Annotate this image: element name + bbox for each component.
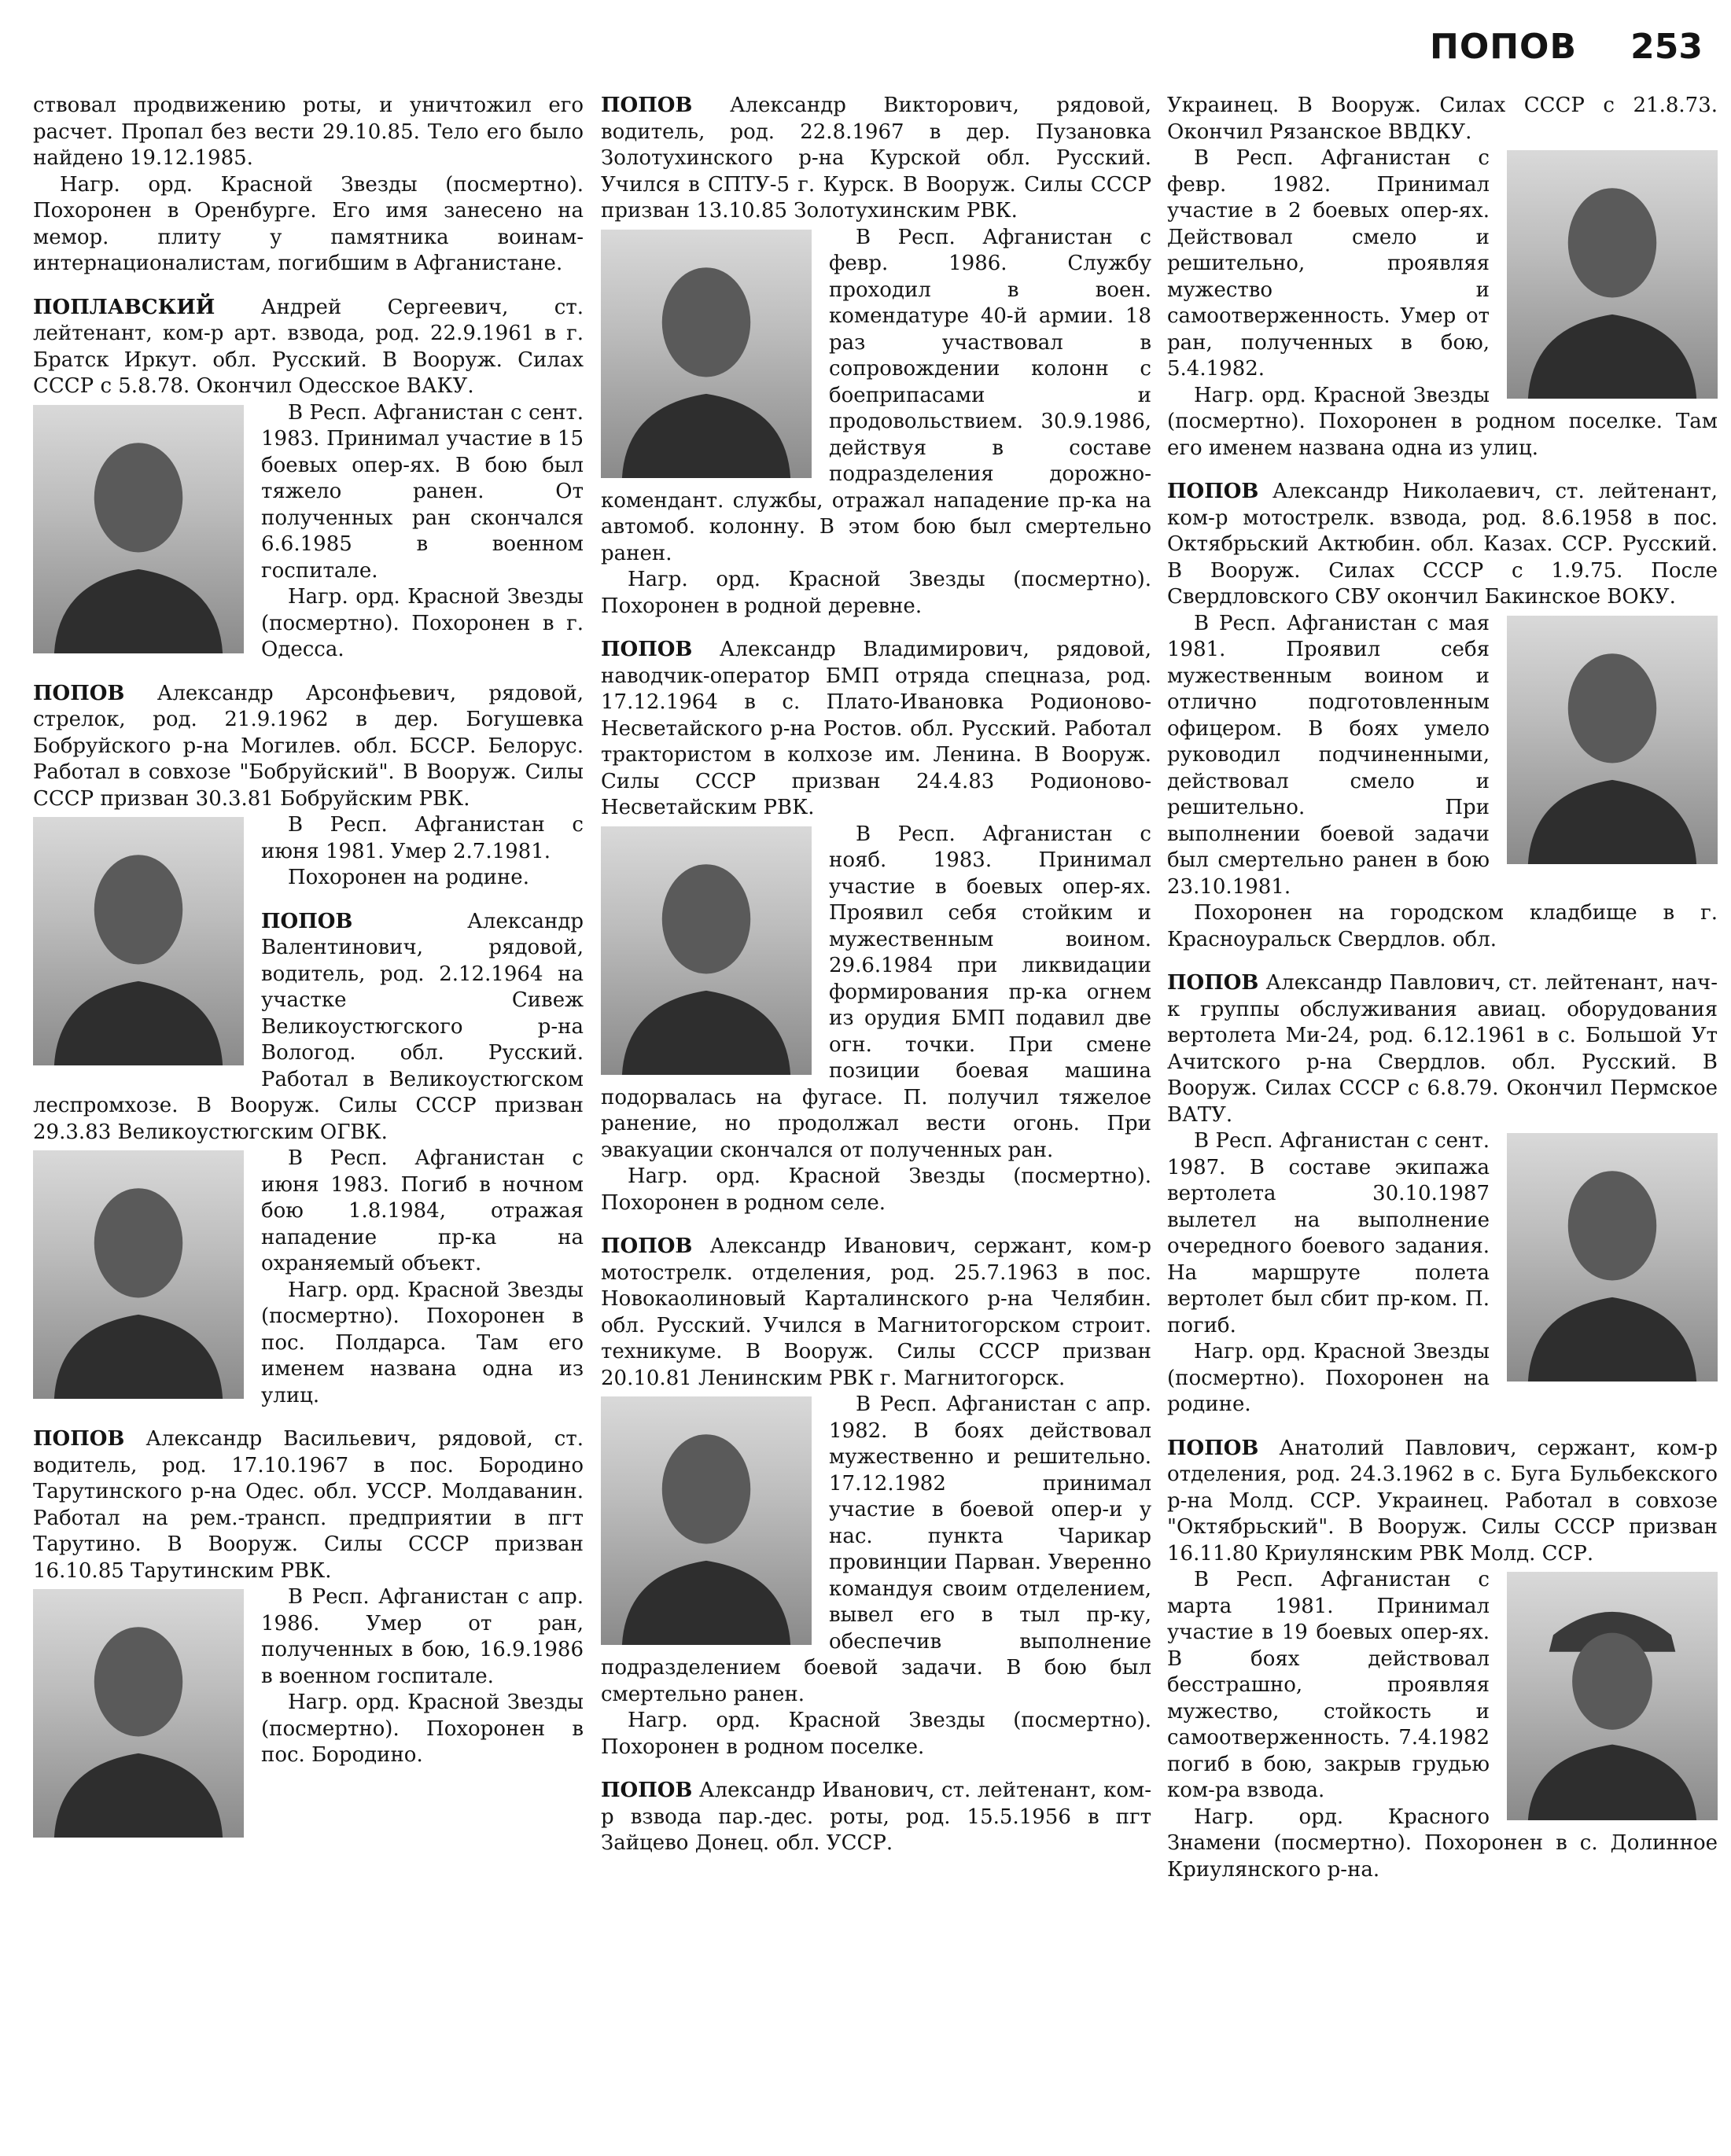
entry-popov-aleksandr-arsonfyevich: [33, 681, 584, 892]
portrait-silhouette-icon: [1507, 1572, 1718, 1820]
entry-intro: [601, 637, 1151, 822]
portrait-silhouette-icon: [33, 1150, 244, 1399]
entry-intro: [33, 295, 584, 400]
entry-text: Александр Иванович, сержант, ком-р мотострелк. отделения, род. 25.7.1963 в пос. Новокаолиновый Карталинского р-на Челябин. обл. Русский. Учился в Магнитогорском строит. техникуме. В Вооруж. Силы СССР призван 20.10.81 Ленинским РВК г. Магнитогорск.: [601, 1234, 1151, 1390]
portrait-photo: [33, 1150, 244, 1399]
entry-paragraph: Похоронен на родине.: [288, 866, 529, 889]
portrait-silhouette-icon: [33, 817, 244, 1065]
portrait-photo: [601, 230, 812, 478]
entry-text: Александр Владимирович, рядовой, наводчик-оператор БМП отряда спецназа, род. 17.12.1964 в с. Плато-Ивановка Родионово-Несветайского р-на Ростов. обл. Русский. Работал трактористом в колхозе им. Ленина. В Вооруж. Силы СССР призван 24.4.83 Родионово-Несветайским РВК.: [601, 638, 1151, 819]
entry-paragraph: Похоронен на городском кладбище в г. Красноуральск Свердлов. обл.: [1167, 901, 1718, 951]
surname: ПОПОВ: [601, 1779, 693, 1802]
surname: ПОПОВ: [1167, 1436, 1259, 1460]
entry-paragraph: Нагр. орд. Красной Звезды (посмертно). Похоронен на родине.: [1167, 1340, 1490, 1416]
entry-paragraph: В Респ. Афганистан с февр. 1982. Принимал участие в 2 боевых опер-ях. Действовал смело и решительно, проявляя мужество и самоотверженность. Умер от ран, полученных в бою, 5.4.1982.: [1167, 146, 1490, 381]
surname: ПОПЛАВСКИЙ: [33, 295, 215, 319]
entry-poplavsky-andrey: [33, 295, 584, 664]
entry-paragraph: Нагр. орд. Красной Звезды (посмертно). Похоронен в родном поселке.: [601, 1709, 1151, 1759]
portrait-silhouette-icon: [1507, 616, 1718, 864]
surname: ПОПОВ: [1167, 971, 1259, 995]
entry-paragraph: В Респ. Афганистан с апр. 1986. Умер от ран, полученных в бою, 16.9.1986 в военном госпитале.: [261, 1585, 584, 1688]
surname: ПОПОВ: [33, 1427, 125, 1451]
entry-text: Анатолий Павлович, сержант, ком-р отделения, род. 24.3.1962 в с. Буга Бульбекского р-на Молд. ССР. Украинец. Работал в совхозе "Октябрьский". В Вооруж. Силы СССР призван 16.11.80 Криулянским РВК Молд. ССР.: [1167, 1436, 1718, 1565]
entry-paragraph: В Респ. Афганистан с сент. 1987. В составе экипажа вертолета 30.10.1987 вылетел на выполнение очередного боевого задания. На маршруте полета вертолет был сбит пр-ком. П. погиб.: [1167, 1129, 1490, 1337]
portrait-silhouette-icon: [33, 1589, 244, 1838]
portrait-photo: [33, 817, 244, 1065]
entry-paragraph: В Респ. Афганистан с нояб. 1983. Принимал участие в боевых опер-ях. Проявил себя стойким и мужественным воином. 29.6.1984 при ликвидации формирования пр-ка огнем из орудия БМП подавил две огн. точки. При смене позиции боевая машина подорвалась на фугасе. П. получил тяжелое ранение, но продолжал вести огонь. При эвакуации скончался от полученных ран.: [601, 822, 1151, 1162]
entry-popov-anatoly-pavlovich: [1167, 1436, 1718, 1884]
surname: ПОПОВ: [601, 1234, 693, 1258]
portrait-photo: [1507, 150, 1718, 399]
surname: ПОПОВ: [601, 638, 693, 661]
entry-intro: [1167, 970, 1718, 1128]
portrait-photo: [1507, 616, 1718, 864]
portrait-silhouette-icon: [601, 230, 812, 478]
entry-intro: [601, 1778, 1151, 1857]
portrait-photo: [1507, 1133, 1718, 1382]
entry-text: Александр Арсонфьевич, рядовой, стрелок, род. 21.9.1962 в дер. Богушевка Бобруйского р-на Могилев. обл. БССР. Белорус. Работал в совхозе "Бобруйский". В Вооруж. Силы СССР призван 30.3.81 Бобруйским РВК.: [33, 681, 584, 811]
entry-paragraph: В Респ. Афганистан с сент. 1983. Принимал участие в 15 боевых опер-ях. В бою был тяжело ранен. От полученных ран скончался 6.6.1985 в военном госпитале.: [261, 400, 584, 583]
entry-popov-aleksandr-nikolaevich: [1167, 479, 1718, 953]
entry-paragraph: Нагр. орд. Красного Знамени (посмертно). Похоронен в с. Долинное Криулянского р-на.: [1167, 1805, 1718, 1882]
entry-text: Украинец. В Вооруж. Силах СССР с 21.8.73. Окончил Рязанское ВВДКУ.: [1167, 94, 1718, 144]
entry-paragraph: Нагр. орд. Красной Звезды (посмертно). Похоронен в родном селе.: [601, 1164, 1151, 1215]
entry-popov-aleksandr-ivanovich-lieutenant: [601, 1778, 1151, 1857]
portrait-silhouette-icon: [601, 826, 812, 1075]
portrait-photo: [601, 1396, 812, 1645]
entry-continuation: [33, 93, 584, 278]
entry-text: Александр Николаевич, ст. лейтенант, ком-р мотострелк. взвода, род. 8.6.1958 в пос. Октябрьский Актюбин. обл. Казах. ССР. Русский. В Вооруж. Силах СССР с 1.9.75. После Свердловского СВУ окончил Бакинское ВОКУ.: [1167, 480, 1718, 609]
entry-text: Александр Валентинович, рядовой, водитель, род. 2.12.1964 на участке Сивеж Великоустюгского р-на Вологод. обл. Русский. Работал в Великоустюгском леспромхозе. В Вооруж. Силы СССР призван 29.3.83 Великоустюгским ОГВК.: [33, 909, 584, 1144]
column-2: [601, 93, 1151, 2137]
entry-popov-aleksandr-ivanovich-sergeant: [601, 1234, 1151, 1760]
entry-paragraph: Нагр. орд. Красной Звезды (посмертно). Похоронен в Оренбурге. Его имя занесено на мемор. плиту у памятника воинам-интернационалистам, погибшим в Афганистане.: [33, 172, 584, 275]
entry-paragraph: В Респ. Афганистан с июня 1983. Погиб в ночном бою 1.8.1984, отражая нападение пр-ка на охраняемый объект.: [261, 1146, 584, 1275]
portrait-silhouette-icon: [1507, 150, 1718, 399]
entry-intro: [33, 681, 584, 813]
entry-paragraph: Нагр. орд. Красной Звезды (посмертно). Похоронен в родном поселке. Там его именем названа одна из улиц.: [1167, 383, 1718, 460]
entry-paragraph: В Респ. Афганистан с февр. 1986. Службу проходил в воен. комендатуре 40-й армии. 18 раз участвовал в сопровождении колонн с боеприпасами и продовольствием. 30.9.1986, действуя в составе подразделения дорожно-комендант. службы, отражал нападение пр-ка на автомоб. колонну. В этом бою был смертельно ранен.: [601, 225, 1151, 565]
running-head: ПОПОВ: [1430, 27, 1577, 67]
entry-text: Александр Иванович, ст. лейтенант, ком-р взвода пар.-дес. роты, род. 15.5.1956 в пгт Зайцево Донец. обл. УССР.: [601, 1779, 1151, 1855]
portrait-photo: [33, 1589, 244, 1838]
entry-text: Александр Васильевич, рядовой, ст. водитель, род. 17.10.1967 в пос. Бородино Тарутинского р-на Одес. обл. УССР. Молдаванин. Работал на рем.-трансп. предприятии в пгт Тарутино. В Вооруж. Силы СССР призван 16.10.85 Тарутинским РВК.: [33, 1427, 584, 1583]
portrait-photo: [33, 405, 244, 653]
column-3: [1167, 93, 1718, 2137]
page-number: 253: [1630, 27, 1703, 67]
entry-popov-aleksandr-pavlovich: [1167, 970, 1718, 1418]
portrait-silhouette-icon: [1507, 1133, 1718, 1382]
portrait-silhouette-icon: [33, 405, 244, 653]
entry-paragraph: Нагр. орд. Красной Звезды (посмертно). Похоронен в родной деревне.: [601, 568, 1151, 618]
entry-intro: [601, 1234, 1151, 1392]
entry-paragraph: Нагр. орд. Красной Звезды (посмертно). Похоронен в г. Одесса.: [261, 585, 584, 661]
entry-intro: [1167, 479, 1718, 611]
entry-paragraph: Нагр. орд. Красной Звезды (посмертно). Похоронен в пос. Бородино.: [261, 1691, 584, 1767]
portrait-photo: [601, 826, 812, 1075]
page-header: [28, 22, 1703, 69]
entry-paragraph: В Респ. Афганистан с апр. 1982. В боях действовал мужественно и решительно. 17.12.1982 принимал участие в боевой опер-и у нас. пункта Чарикар провинции Парван. Уверенно командуя своим отделением, вывел его в тыл пр-ку, обеспечив выполнение подразделением боевой задачи. В бою был смертельно ранен.: [601, 1393, 1151, 1706]
surname: ПОПОВ: [33, 681, 125, 705]
column-1: [33, 93, 584, 2137]
entry-text: Александр Павлович, ст. лейтенант, нач-к группы обслуживания авиац. оборудования вертолета Ми-24, род. 6.12.1961 в с. Большой Ут Ачитского р-на Свердлов. обл. Русский. В Вооруж. Силах СССР с 6.8.79. Окончил Пермское ВАТУ.: [1167, 971, 1718, 1127]
entry-intro: [601, 93, 1151, 225]
entry-popov-aleksandr-viktorovich: [601, 93, 1151, 620]
entry-text: Андрей Сергеевич, ст. лейтенант, ком-р арт. взвода, род. 22.9.1961 в г. Братск Иркут. обл. Русский. В Вооруж. Силах СССР с 5.8.78. Окончил Одесское ВАКУ.: [33, 295, 584, 398]
portrait-silhouette-icon: [601, 1396, 812, 1645]
entry-text: ствовал продвижению роты, и уничтожил его расчет. Пропал без вести 29.10.85. Тело его было найдено 19.12.1985.: [33, 94, 584, 170]
portrait-photo: [1507, 1572, 1718, 1820]
entry-popov-aleksandr-vladimirovich: [601, 637, 1151, 1216]
entry-intro: [33, 1426, 584, 1584]
entry-paragraph: Нагр. орд. Красной Звезды (посмертно). Похоронен в пос. Полдарса. Там его именем названа одна из улиц.: [261, 1278, 584, 1407]
entry-paragraph: В Респ. Афганистан с марта 1981. Принимал участие в 19 боевых опер-ях. В боях действовал бесстрашно, проявляя мужество, стойкость и самоотверженность. 7.4.1982 погиб в бою, закрыв грудью ком-ра взвода.: [1167, 1568, 1490, 1802]
entry-intro: [1167, 1436, 1718, 1568]
surname: ПОПОВ: [601, 94, 693, 117]
entry-paragraph: В Респ. Афганистан с мая 1981. Проявил себя мужественным воином и отлично подготовленным офицером. В боях умело руководил подчиненными, действовал смело и решительно. При выполнении боевой задачи был смертельно ранен в бою 23.10.1981.: [1167, 611, 1490, 899]
entry-paragraph: В Респ. Афганистан с июня 1981. Умер 2.7.1981.: [261, 813, 584, 863]
entry-continuation: [1167, 93, 1718, 462]
surname: ПОПОВ: [1167, 480, 1259, 503]
entry-text: Александр Викторович, рядовой, водитель, род. 22.8.1967 в дер. Пузановка Золотухинского р-на Курской обл. Русский. Учился в СПТУ-5 г. Курск. В Вооруж. Силы СССР призван 13.10.85 Золотухинским РВК.: [601, 94, 1151, 223]
entry-popov-aleksandr-vasilyevich: [33, 1426, 584, 1769]
surname: ПОПОВ: [261, 909, 353, 933]
